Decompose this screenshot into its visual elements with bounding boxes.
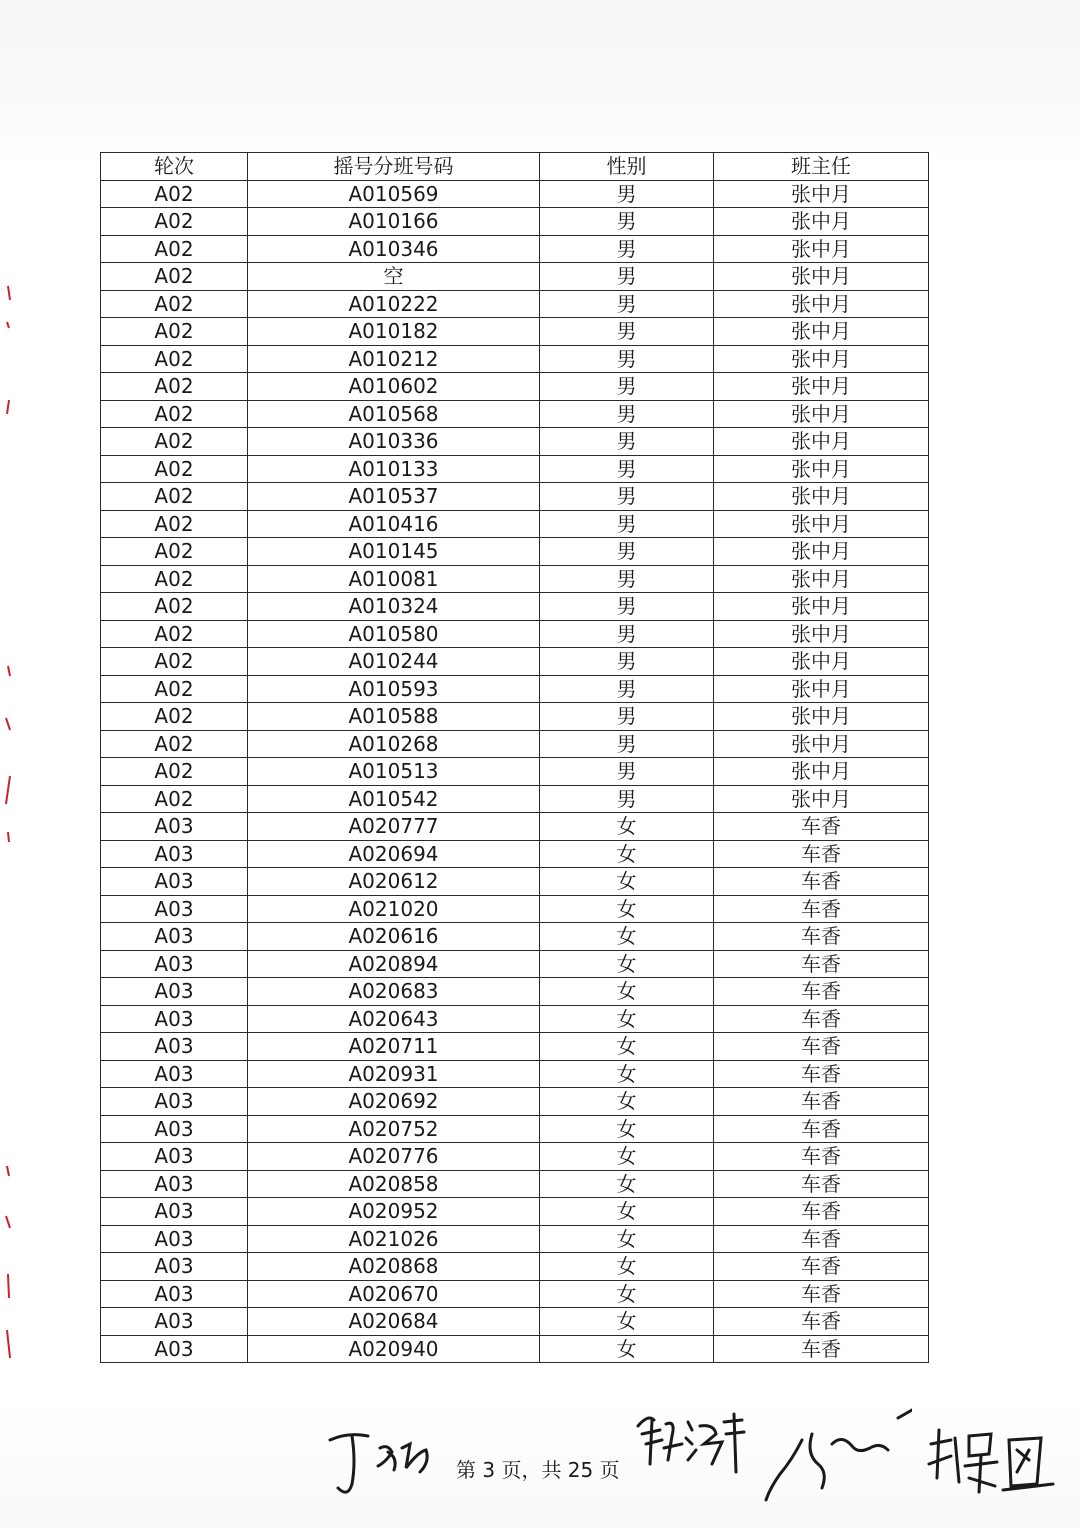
cell-lottery-number: A010569 xyxy=(248,180,540,208)
cell-gender: 女 xyxy=(540,1280,714,1308)
cell-lottery-number: A010513 xyxy=(248,758,540,786)
cell-round: A02 xyxy=(101,620,248,648)
cell-gender: 男 xyxy=(540,345,714,373)
cell-head-teacher: 车香 xyxy=(714,1170,929,1198)
cell-head-teacher: 车香 xyxy=(714,1005,929,1033)
table-row xyxy=(101,1308,929,1336)
cell-gender: 女 xyxy=(540,950,714,978)
cell-gender: 男 xyxy=(540,730,714,758)
table-row xyxy=(101,895,929,923)
table-row xyxy=(101,785,929,813)
cell-gender: 女 xyxy=(540,1033,714,1061)
cell-gender: 男 xyxy=(540,263,714,291)
table-row xyxy=(101,373,929,401)
table-row xyxy=(101,1280,929,1308)
cell-round: A02 xyxy=(101,455,248,483)
table-row xyxy=(101,510,929,538)
cell-round: A03 xyxy=(101,840,248,868)
cell-round: A03 xyxy=(101,1308,248,1336)
cell-lottery-number: A020616 xyxy=(248,923,540,951)
seal-edge-marks xyxy=(0,270,20,1370)
cell-head-teacher: 车香 xyxy=(714,1115,929,1143)
page-number-label: 第 3 页，共 25 页 xyxy=(456,1458,620,1482)
table-row xyxy=(101,290,929,318)
cell-head-teacher: 车香 xyxy=(714,1280,929,1308)
cell-head-teacher: 车香 xyxy=(714,1060,929,1088)
cell-head-teacher: 张中月 xyxy=(714,538,929,566)
cell-gender: 女 xyxy=(540,1225,714,1253)
cell-gender: 男 xyxy=(540,373,714,401)
cell-lottery-number: A020931 xyxy=(248,1060,540,1088)
cell-round: A03 xyxy=(101,978,248,1006)
handwritten-signature-1 xyxy=(322,1422,437,1502)
cell-head-teacher: 车香 xyxy=(714,1225,929,1253)
cell-gender: 男 xyxy=(540,483,714,511)
cell-head-teacher: 张中月 xyxy=(714,565,929,593)
cell-head-teacher: 车香 xyxy=(714,1308,929,1336)
cell-lottery-number: A010588 xyxy=(248,703,540,731)
table-row xyxy=(101,840,929,868)
table-row xyxy=(101,538,929,566)
header-gender: 性别 xyxy=(540,153,714,181)
cell-head-teacher: 张中月 xyxy=(714,345,929,373)
table-row xyxy=(101,703,929,731)
cell-round: A02 xyxy=(101,483,248,511)
cell-gender: 女 xyxy=(540,1170,714,1198)
cell-lottery-number: A020684 xyxy=(248,1308,540,1336)
table-row xyxy=(101,1033,929,1061)
cell-round: A03 xyxy=(101,1143,248,1171)
cell-lottery-number: A020670 xyxy=(248,1280,540,1308)
table-row xyxy=(101,263,929,291)
cell-gender: 男 xyxy=(540,565,714,593)
cell-head-teacher: 车香 xyxy=(714,1088,929,1116)
table-row xyxy=(101,648,929,676)
cell-head-teacher: 车香 xyxy=(714,840,929,868)
cell-lottery-number: A010081 xyxy=(248,565,540,593)
cell-lottery-number: A020858 xyxy=(248,1170,540,1198)
cell-round: A02 xyxy=(101,318,248,346)
cell-lottery-number: A020940 xyxy=(248,1335,540,1363)
table-row xyxy=(101,950,929,978)
class-assignment-table xyxy=(100,152,929,1363)
cell-gender: 男 xyxy=(540,620,714,648)
cell-lottery-number: A020692 xyxy=(248,1088,540,1116)
cell-lottery-number: A010568 xyxy=(248,400,540,428)
cell-gender: 女 xyxy=(540,923,714,951)
cell-head-teacher: 车香 xyxy=(714,895,929,923)
cell-lottery-number: A010145 xyxy=(248,538,540,566)
cell-lottery-number: A010580 xyxy=(248,620,540,648)
cell-gender: 男 xyxy=(540,675,714,703)
cell-lottery-number: A020868 xyxy=(248,1253,540,1281)
cell-round: A02 xyxy=(101,180,248,208)
cell-head-teacher: 张中月 xyxy=(714,483,929,511)
cell-lottery-number: A020643 xyxy=(248,1005,540,1033)
cell-head-teacher: 张中月 xyxy=(714,318,929,346)
cell-gender: 女 xyxy=(540,895,714,923)
cell-head-teacher: 张中月 xyxy=(714,593,929,621)
cell-head-teacher: 张中月 xyxy=(714,290,929,318)
table-row xyxy=(101,923,929,951)
cell-round: A03 xyxy=(101,1005,248,1033)
page-footer xyxy=(0,1400,1080,1528)
cell-head-teacher: 车香 xyxy=(714,923,929,951)
cell-lottery-number: A010416 xyxy=(248,510,540,538)
cell-round: A02 xyxy=(101,263,248,291)
cell-round: A03 xyxy=(101,1198,248,1226)
table-row xyxy=(101,235,929,263)
cell-head-teacher: 张中月 xyxy=(714,455,929,483)
cell-head-teacher: 张中月 xyxy=(714,428,929,456)
cell-lottery-number: A010542 xyxy=(248,785,540,813)
cell-lottery-number: A020894 xyxy=(248,950,540,978)
table-row xyxy=(101,758,929,786)
cell-head-teacher: 张中月 xyxy=(714,758,929,786)
cell-gender: 女 xyxy=(540,868,714,896)
table-row xyxy=(101,455,929,483)
cell-lottery-number: A010537 xyxy=(248,483,540,511)
cell-lottery-number: A010182 xyxy=(248,318,540,346)
cell-round: A02 xyxy=(101,345,248,373)
cell-lottery-number: A010166 xyxy=(248,208,540,236)
table-row xyxy=(101,180,929,208)
cell-gender: 男 xyxy=(540,455,714,483)
table-row xyxy=(101,1253,929,1281)
cell-round: A02 xyxy=(101,675,248,703)
cell-head-teacher: 张中月 xyxy=(714,648,929,676)
table-row xyxy=(101,1335,929,1363)
cell-gender: 女 xyxy=(540,1143,714,1171)
table-row xyxy=(101,730,929,758)
cell-round: A02 xyxy=(101,538,248,566)
cell-round: A02 xyxy=(101,648,248,676)
cell-round: A03 xyxy=(101,1335,248,1363)
cell-lottery-number: A010244 xyxy=(248,648,540,676)
table-row xyxy=(101,1170,929,1198)
table-header-row xyxy=(101,153,929,181)
table-row xyxy=(101,978,929,1006)
cell-lottery-number: A020952 xyxy=(248,1198,540,1226)
cell-lottery-number: A010268 xyxy=(248,730,540,758)
cell-head-teacher: 车香 xyxy=(714,813,929,841)
handwritten-signature-3 xyxy=(762,1404,912,1508)
cell-head-teacher: 张中月 xyxy=(714,510,929,538)
cell-round: A02 xyxy=(101,730,248,758)
cell-gender: 女 xyxy=(540,813,714,841)
table-row xyxy=(101,345,929,373)
header-round: 轮次 xyxy=(101,153,248,181)
cell-round: A03 xyxy=(101,923,248,951)
header-lottery-number: 摇号分班号码 xyxy=(248,153,540,181)
table-row xyxy=(101,1060,929,1088)
cell-gender: 男 xyxy=(540,538,714,566)
table-row xyxy=(101,593,929,621)
cell-gender: 女 xyxy=(540,1088,714,1116)
cell-head-teacher: 车香 xyxy=(714,1198,929,1226)
cell-round: A03 xyxy=(101,1033,248,1061)
table-row xyxy=(101,813,929,841)
cell-round: A02 xyxy=(101,593,248,621)
cell-head-teacher: 车香 xyxy=(714,978,929,1006)
cell-head-teacher: 张中月 xyxy=(714,208,929,236)
table-row xyxy=(101,318,929,346)
cell-head-teacher: 张中月 xyxy=(714,400,929,428)
cell-lottery-number: A010346 xyxy=(248,235,540,263)
cell-round: A02 xyxy=(101,428,248,456)
cell-head-teacher: 车香 xyxy=(714,868,929,896)
cell-round: A03 xyxy=(101,1225,248,1253)
cell-lottery-number: A010212 xyxy=(248,345,540,373)
cell-gender: 女 xyxy=(540,1198,714,1226)
cell-gender: 男 xyxy=(540,235,714,263)
handwritten-signature-2 xyxy=(632,1404,750,1482)
cell-head-teacher: 车香 xyxy=(714,950,929,978)
cell-gender: 女 xyxy=(540,1253,714,1281)
cell-lottery-number: A010602 xyxy=(248,373,540,401)
cell-round: A03 xyxy=(101,1088,248,1116)
cell-gender: 女 xyxy=(540,978,714,1006)
cell-round: A03 xyxy=(101,1253,248,1281)
cell-round: A02 xyxy=(101,290,248,318)
cell-gender: 男 xyxy=(540,180,714,208)
cell-lottery-number: A010222 xyxy=(248,290,540,318)
cell-gender: 男 xyxy=(540,208,714,236)
cell-head-teacher: 张中月 xyxy=(714,263,929,291)
cell-gender: 男 xyxy=(540,290,714,318)
cell-round: A02 xyxy=(101,510,248,538)
cell-gender: 女 xyxy=(540,1308,714,1336)
cell-gender: 男 xyxy=(540,510,714,538)
cell-round: A02 xyxy=(101,208,248,236)
cell-lottery-number: A010593 xyxy=(248,675,540,703)
cell-lottery-number: A020683 xyxy=(248,978,540,1006)
cell-gender: 女 xyxy=(540,1060,714,1088)
cell-round: A02 xyxy=(101,785,248,813)
cell-gender: 男 xyxy=(540,400,714,428)
cell-gender: 男 xyxy=(540,428,714,456)
table-row xyxy=(101,1143,929,1171)
cell-lottery-number: A010324 xyxy=(248,593,540,621)
cell-lottery-number: 空 xyxy=(248,263,540,291)
cell-round: A03 xyxy=(101,1115,248,1143)
cell-lottery-number: A010336 xyxy=(248,428,540,456)
cell-gender: 男 xyxy=(540,703,714,731)
cell-gender: 男 xyxy=(540,318,714,346)
cell-head-teacher: 张中月 xyxy=(714,675,929,703)
table-row xyxy=(101,1088,929,1116)
table-row xyxy=(101,1005,929,1033)
cell-round: A02 xyxy=(101,703,248,731)
cell-round: A03 xyxy=(101,868,248,896)
cell-lottery-number: A010133 xyxy=(248,455,540,483)
header-head-teacher: 班主任 xyxy=(714,153,929,181)
cell-round: A02 xyxy=(101,758,248,786)
cell-head-teacher: 张中月 xyxy=(714,373,929,401)
cell-lottery-number: A020777 xyxy=(248,813,540,841)
cell-round: A03 xyxy=(101,1170,248,1198)
cell-gender: 男 xyxy=(540,785,714,813)
cell-lottery-number: A020612 xyxy=(248,868,540,896)
table-row xyxy=(101,675,929,703)
cell-round: A03 xyxy=(101,895,248,923)
handwritten-signature-4 xyxy=(925,1420,1060,1500)
cell-head-teacher: 车香 xyxy=(714,1335,929,1363)
cell-gender: 男 xyxy=(540,593,714,621)
cell-round: A02 xyxy=(101,373,248,401)
table-row xyxy=(101,400,929,428)
cell-round: A03 xyxy=(101,813,248,841)
cell-head-teacher: 张中月 xyxy=(714,730,929,758)
cell-gender: 男 xyxy=(540,648,714,676)
cell-head-teacher: 张中月 xyxy=(714,180,929,208)
cell-round: A03 xyxy=(101,950,248,978)
cell-round: A02 xyxy=(101,400,248,428)
table-row xyxy=(101,1225,929,1253)
cell-lottery-number: A020776 xyxy=(248,1143,540,1171)
table-body xyxy=(101,180,929,1363)
cell-lottery-number: A021020 xyxy=(248,895,540,923)
cell-lottery-number: A020711 xyxy=(248,1033,540,1061)
cell-round: A02 xyxy=(101,565,248,593)
cell-head-teacher: 张中月 xyxy=(714,785,929,813)
table-row xyxy=(101,208,929,236)
cell-lottery-number: A021026 xyxy=(248,1225,540,1253)
cell-head-teacher: 张中月 xyxy=(714,235,929,263)
cell-head-teacher: 张中月 xyxy=(714,620,929,648)
cell-gender: 女 xyxy=(540,1005,714,1033)
cell-head-teacher: 车香 xyxy=(714,1033,929,1061)
cell-gender: 女 xyxy=(540,1115,714,1143)
cell-round: A03 xyxy=(101,1060,248,1088)
cell-round: A03 xyxy=(101,1280,248,1308)
table-row xyxy=(101,1115,929,1143)
cell-head-teacher: 车香 xyxy=(714,1253,929,1281)
cell-lottery-number: A020752 xyxy=(248,1115,540,1143)
table-row xyxy=(101,428,929,456)
cell-head-teacher: 张中月 xyxy=(714,703,929,731)
cell-gender: 女 xyxy=(540,1335,714,1363)
table-row xyxy=(101,1198,929,1226)
cell-gender: 女 xyxy=(540,840,714,868)
cell-head-teacher: 车香 xyxy=(714,1143,929,1171)
cell-round: A02 xyxy=(101,235,248,263)
cell-lottery-number: A020694 xyxy=(248,840,540,868)
table-row xyxy=(101,483,929,511)
table-row xyxy=(101,868,929,896)
cell-gender: 男 xyxy=(540,758,714,786)
table-row xyxy=(101,620,929,648)
table-row xyxy=(101,565,929,593)
